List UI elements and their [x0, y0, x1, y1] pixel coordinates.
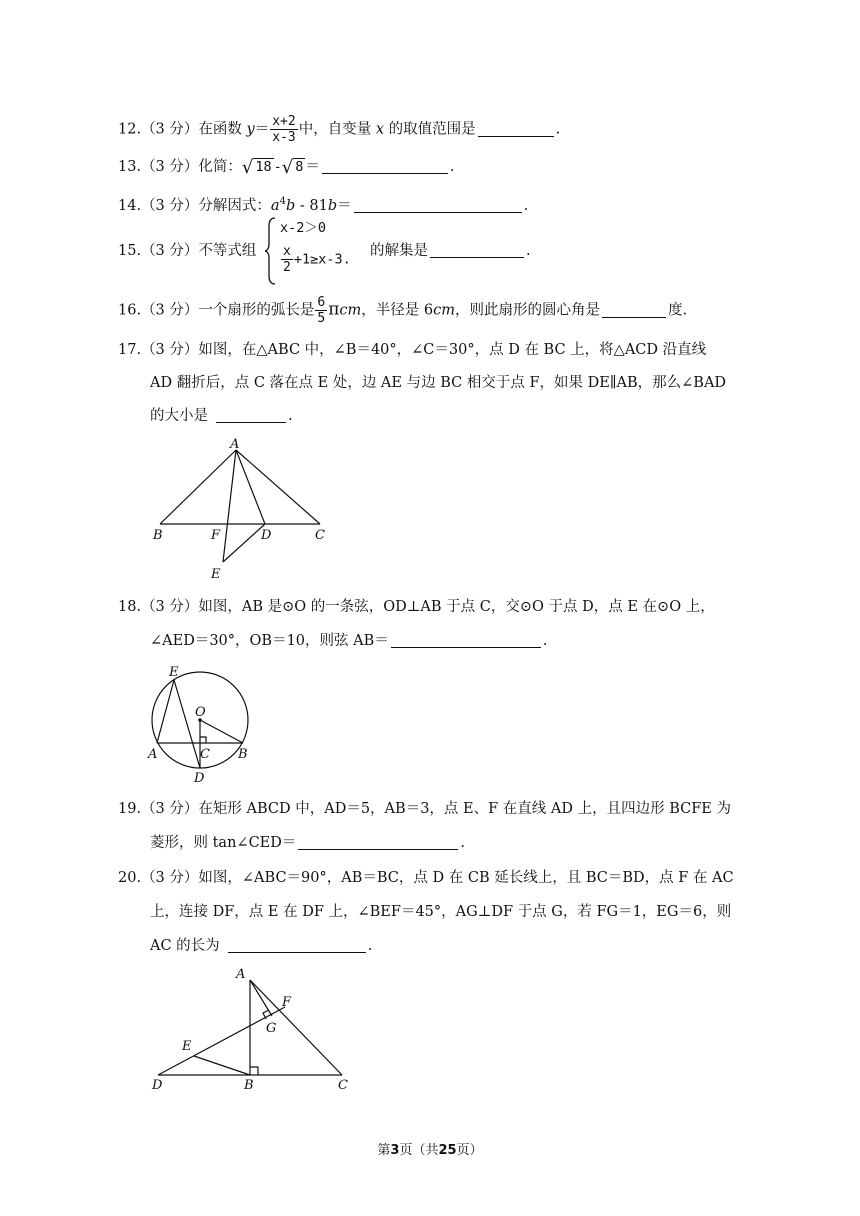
- segment-ed: [174, 680, 200, 768]
- question-text: 中，自变量: [298, 121, 376, 138]
- page-footer: [0, 1139, 860, 1158]
- segment-ac: [250, 980, 342, 1075]
- pi-symbol: π: [328, 299, 340, 320]
- label-f: F: [211, 528, 221, 543]
- question-text: 一个扇形的弧长是: [198, 302, 315, 319]
- figure-q17: [145, 436, 345, 586]
- question-score: （3 分）: [141, 599, 199, 615]
- question-13: [118, 157, 455, 178]
- question-text: 分解因式：: [198, 197, 271, 214]
- answer-blank[interactable]: [216, 407, 286, 423]
- question-19: [118, 799, 731, 819]
- answer-blank[interactable]: [602, 302, 666, 318]
- question-17: [118, 340, 706, 360]
- figure-q20: [148, 962, 368, 1097]
- label-a: A: [148, 747, 158, 762]
- fraction-denominator: x-3: [272, 130, 296, 145]
- question-15: [118, 241, 256, 261]
- system-line-1: [280, 218, 326, 238]
- equals-sign: ＝: [337, 197, 352, 214]
- question-text: 不等式组: [198, 243, 257, 259]
- segment-ac: [236, 450, 320, 524]
- var-y: y: [246, 121, 255, 138]
- label-g: G: [266, 1021, 277, 1036]
- footer-text: 第: [377, 1143, 391, 1158]
- question-text: 在函数: [198, 121, 247, 138]
- question-20-line-2: [150, 902, 731, 922]
- question-text: 如图，∠ABC＝90°，AB＝BC，点 D 在 CB 延长线上，且 BC＝BD，点 F 在 AC: [198, 870, 734, 886]
- label-f: F: [282, 995, 292, 1010]
- question-number: 14.: [118, 197, 142, 214]
- system-line-2: [280, 244, 351, 275]
- expr-exponent: 4: [279, 196, 286, 207]
- period: .: [367, 938, 373, 954]
- segment-ab: [160, 450, 236, 524]
- answer-blank[interactable]: [354, 197, 522, 213]
- period: .: [449, 159, 455, 175]
- answer-blank[interactable]: [298, 834, 458, 850]
- question-text: ，则此扇形的圆心角是: [455, 302, 601, 319]
- question-text: AD 翻折后，点 C 落在点 E 处，边 AE 与边 BC 相交于点 F，如果 DE∥AB，那么∠BAD: [150, 375, 727, 391]
- question-text: 在矩形 ABCD 中，AD＝5，AB＝3，点 E、F 在直线 AD 上，且四边形 BCFE 为: [198, 801, 731, 817]
- page-number: 3: [390, 1143, 400, 1158]
- period: .: [555, 121, 561, 138]
- fraction-numerator: x+2: [272, 114, 296, 129]
- radical-sign: √: [281, 157, 294, 178]
- equals-sign: ＝: [305, 159, 320, 175]
- question-19-line-2: [150, 833, 465, 853]
- fraction: [281, 244, 293, 275]
- answer-blank[interactable]: [430, 242, 524, 258]
- label-a: A: [236, 967, 246, 982]
- figure-q18: [140, 660, 260, 788]
- expr-text: - 81: [295, 197, 328, 214]
- answer-blank[interactable]: [391, 632, 541, 648]
- question-score: （3 分）: [141, 870, 199, 886]
- expr-var: b: [285, 197, 296, 214]
- expr-var: a: [270, 197, 280, 214]
- fraction-numerator: x: [283, 244, 291, 259]
- question-score: （3 分）: [141, 243, 199, 259]
- question-number: 19.: [118, 801, 142, 817]
- question-text: 如图，在△ABC 中，∠B＝40°，∠C＝30°，点 D 在 BC 上，将△ACD 沿直线: [198, 342, 707, 358]
- label-b: B: [238, 747, 248, 762]
- question-20: [118, 868, 734, 888]
- label-b: B: [153, 528, 163, 543]
- question-number: 15.: [118, 243, 142, 259]
- segment-ae: [223, 450, 236, 562]
- question-score: （3 分）: [141, 159, 199, 175]
- answer-blank[interactable]: [322, 158, 448, 174]
- system-brace: [265, 216, 277, 286]
- footer-text: 页（共: [399, 1143, 439, 1158]
- inequality-2: +1≥x-3.: [293, 251, 351, 268]
- equals-sign: ＝: [254, 121, 270, 138]
- segment-eb: [194, 1056, 250, 1075]
- question-17-line-3: [150, 406, 293, 426]
- question-number: 18.: [118, 599, 142, 615]
- label-d: D: [152, 1078, 163, 1093]
- expr-var: b: [327, 197, 338, 214]
- question-text: 的取值范围是: [384, 121, 476, 138]
- label-c: C: [200, 747, 210, 762]
- question-number: 13.: [118, 159, 142, 175]
- var-x: x: [375, 121, 384, 138]
- minus-sign: -: [273, 159, 282, 175]
- question-score: （3 分）: [141, 121, 199, 138]
- segment-ea: [157, 680, 174, 743]
- label-d: D: [194, 771, 205, 786]
- right-angle-mark-b: [250, 1067, 258, 1075]
- question-12: [118, 114, 560, 145]
- right-angle-mark: [200, 737, 206, 743]
- fraction-denominator: 5: [317, 311, 326, 326]
- period: .: [523, 197, 529, 214]
- unit: cm: [339, 302, 362, 319]
- question-text: 菱形，则 tan∠CED＝: [150, 835, 297, 851]
- question-text: ∠AED＝30°，OB＝10，则弦 AB＝: [150, 633, 389, 649]
- question-number: 17.: [118, 342, 142, 358]
- question-number: 12.: [118, 121, 142, 138]
- segment-de: [223, 524, 265, 562]
- segment-ad: [236, 450, 265, 524]
- question-14: [118, 192, 528, 216]
- label-e: E: [169, 665, 179, 680]
- label-a: A: [230, 437, 240, 452]
- radicand-1: 18: [255, 159, 272, 175]
- question-18: [118, 597, 715, 617]
- label-e: E: [211, 567, 221, 582]
- label-e: E: [182, 1039, 192, 1054]
- unit: cm: [433, 302, 456, 319]
- fraction: [315, 295, 327, 326]
- question-text: 的大小是: [150, 408, 208, 424]
- fraction: [270, 114, 297, 145]
- question-15-tail: [370, 241, 531, 261]
- label-c: C: [338, 1078, 348, 1093]
- question-number: 20.: [118, 870, 142, 886]
- question-score: （3 分）: [141, 342, 199, 358]
- question-text: 化简：: [198, 159, 242, 175]
- question-text: 的解集是: [370, 243, 428, 259]
- question-text: 上，连接 DF，点 E 在 DF 上，∠BEF＝45°，AG⊥DF 于点 G，若 FG＝1，EG＝6，则: [150, 904, 732, 920]
- period: .: [542, 633, 548, 649]
- question-text: ，半径是 6: [361, 302, 434, 319]
- radical-sign: √: [241, 157, 254, 178]
- radicand-2: 8: [295, 159, 304, 175]
- period: .: [526, 243, 531, 259]
- inequality-1: x-2＞0: [280, 220, 327, 236]
- question-17-line-2: [150, 373, 726, 393]
- question-text: 如图，AB 是⊙O 的一条弦，OD⊥AB 于点 C，交⊙O 于点 D，点 E 在⊙O 上，: [198, 599, 715, 615]
- question-text: 度.: [668, 302, 688, 319]
- question-number: 16.: [118, 302, 142, 319]
- answer-blank[interactable]: [478, 121, 554, 137]
- period: .: [460, 835, 465, 851]
- label-o: O: [195, 705, 206, 720]
- footer-text: 页）: [456, 1143, 483, 1158]
- question-score: （3 分）: [141, 197, 199, 214]
- answer-blank[interactable]: [228, 937, 366, 953]
- period: .: [288, 408, 293, 424]
- question-16: [118, 295, 687, 326]
- question-18-line-2: [150, 631, 547, 651]
- label-c: C: [315, 528, 325, 543]
- question-score: （3 分）: [141, 302, 199, 319]
- fraction-denominator: 2: [283, 260, 291, 275]
- total-pages: 25: [438, 1143, 457, 1158]
- question-text: AC 的长为: [150, 938, 220, 954]
- fraction-numerator: 6: [317, 295, 326, 310]
- question-20-line-3: [150, 936, 372, 956]
- label-b: B: [244, 1078, 254, 1093]
- question-score: （3 分）: [141, 801, 199, 817]
- label-d: D: [261, 528, 272, 543]
